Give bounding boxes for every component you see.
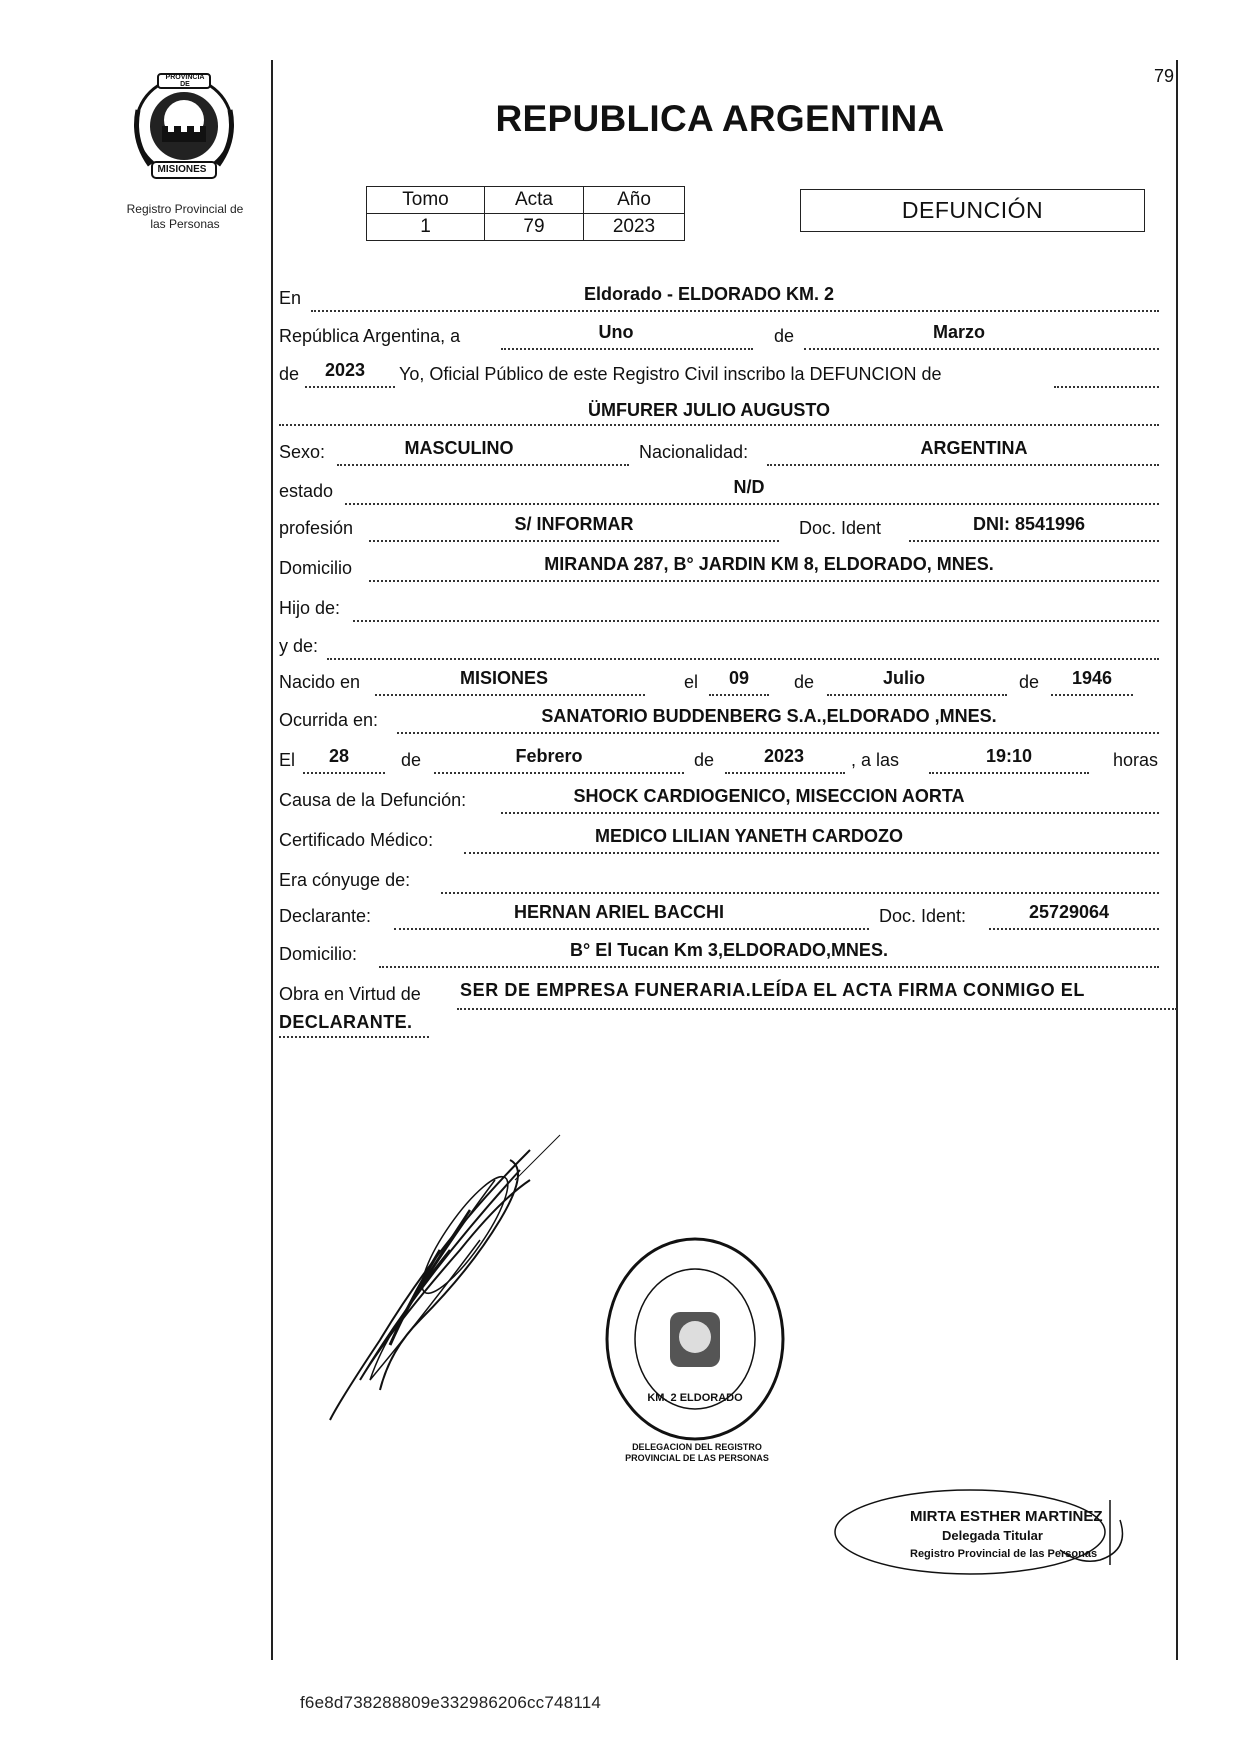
row-decl-domicilio [279,940,1159,970]
row-sexo [279,438,1159,468]
nac-anio-dots [1051,694,1133,696]
profesion-label: profesión [279,518,354,538]
acta-header: Acta [485,187,584,214]
profesion-value: S/ INFORMAR [514,514,634,534]
profesion-dots [369,540,779,542]
logo-text-bottom: MISIONES [157,164,207,175]
causa-value: SHOCK CARDIOGENICO, MISECCION AORTA [573,786,965,806]
causa-label: Causa de la Defunción: [279,790,467,810]
nac-dia-value: 09 [728,668,750,688]
year-value: 2023 [324,360,366,380]
row-nombre [279,398,1159,428]
declarante-value: HERNAN ARIEL BACCHI [513,902,724,922]
record-type-box: DEFUNCIÓN [800,189,1145,232]
domicilio-dots [369,580,1159,582]
obra-value-line2: DECLARANTE. [279,1012,413,1032]
domicilio-label: Domicilio [279,558,353,578]
page-number: 79 [1154,66,1175,86]
yde-label: y de: [279,636,319,656]
right-margin-line [1176,60,1178,1660]
def-de-label: de [401,750,422,770]
declarante-dots [394,928,869,930]
sexo-value: MASCULINO [404,438,514,458]
ocurrida-dots [397,732,1159,734]
certificado-value: MEDICO LILIAN YANETH CARDOZO [594,826,903,846]
oficial-text: Yo, Oficial Público de este Registro Civil inscribo la DEFUNCION de [399,364,942,384]
certificado-dots [464,852,1159,854]
nacido-dots [375,694,645,696]
decl-doc-value: 25729064 [1028,902,1110,922]
issuer-label [100,202,270,232]
delegate-name: MIRTA ESTHER MARTINEZ [910,1508,1103,1525]
conyuge-label: Era cónyuge de: [279,870,411,890]
conyuge-dots [441,892,1159,894]
left-margin-line [271,60,273,1660]
row-republica [279,322,1159,352]
delegate-role: Delegada Titular [942,1528,1043,1543]
doc-label: Doc. Ident [799,518,882,538]
republica-label: República Argentina, a [279,326,461,346]
row-estado [279,477,1159,507]
hora-dots [929,772,1089,774]
tomo-value: 1 [367,214,485,241]
stamp-inner-text: KM. 2 ELDORADO [647,1392,743,1404]
ocurrida-label: Ocurrida en: [279,710,379,730]
row-yde [279,632,1159,662]
anio-value: 2023 [584,214,685,241]
def-mes-value: Febrero [515,746,583,766]
yde-dots [327,658,1159,660]
row-obra [279,980,1179,1044]
row-certificado [279,826,1159,856]
record-table-value-row [367,214,685,241]
year-dots [305,386,395,388]
domicilio-value: MIRANDA 287, B° JARDIN KM 8, ELDORADO, MNES. [544,554,994,574]
hijo-dots [353,620,1159,622]
stamp-ring-text: DELEGACION DEL REGISTRO PROVINCIAL DE LAS PERSONAS [625,1442,769,1463]
en-value: Eldorado - ELDORADO KM. 2 [583,284,834,304]
obra-label: Obra en Virtud de [279,984,421,1004]
nacido-label: Nacido en [279,672,361,692]
mes-value: Marzo [932,322,985,342]
decl-dom-label: Domicilio: [279,944,358,964]
mes-dots [804,348,1159,350]
certificado-label: Certificado Médico: [279,830,434,850]
nac-de2-label: de [1019,672,1040,692]
row-en [279,284,1159,314]
decl-doc-label: Doc. Ident: [879,906,967,926]
def-anio-dots [725,772,845,774]
declarant-signature [300,1130,600,1430]
tomo-header: Tomo [367,187,485,214]
nac-de-label: de [794,672,815,692]
document-hash: f6e8d738288809e332986206cc748114 [300,1693,602,1712]
def-de2-label: de [694,750,715,770]
hora-value: 19:10 [985,746,1033,766]
issuer-line-2: las Personas [150,217,220,231]
record-table [366,186,685,241]
issuer-line-1: Registro Provincial de [126,202,244,216]
def-anio-value: 2023 [763,746,805,766]
dia-dots [501,348,753,350]
def-mes-dots [434,772,684,774]
doc-value: DNI: 8541996 [972,514,1086,534]
el-label: el [684,672,699,692]
row-declarante [279,902,1159,932]
decl-doc-dots [989,928,1159,930]
alas-label: , a las [851,750,900,770]
record-table-header-row [367,187,685,214]
row-ocurrida [279,706,1159,736]
en-label: En [279,288,302,308]
nac-anio-value: 1946 [1071,668,1113,688]
logo-text-top: PROVINCIA DE [165,74,205,88]
horas-label: horas [1113,750,1159,770]
nacionalidad-label: Nacionalidad: [639,442,749,462]
official-oval-stamp [600,1232,790,1447]
decl-dom-value: B° El Tucan Km 3,ELDORADO,MNES. [570,940,888,960]
estado-dots [345,503,1159,505]
decl-dom-dots [379,966,1159,968]
row-hijo [279,594,1159,624]
def-dia-dots [303,772,385,774]
en-dots [311,310,1159,312]
nombre-dots [279,424,1159,426]
obra-value: SER DE EMPRESA FUNERARIA.LEÍDA EL ACTA FIRMA CONMIGO EL [460,980,1086,1000]
sexo-label: Sexo: [279,442,326,462]
el2-label: El [279,750,296,770]
row-causa [279,786,1159,816]
row-conyuge [279,866,1159,896]
ocurrida-value: SANATORIO BUDDENBERG S.A.,ELDORADO ,MNES. [541,706,997,726]
def-dia-value: 28 [328,746,350,766]
de-year-label: de [279,364,300,384]
nacionalidad-dots [767,464,1159,466]
dia-value: Uno [598,322,634,342]
row-profesion [279,514,1159,544]
row-oficial [279,360,1159,390]
anio-header: Año [584,187,685,214]
document-title: REPUBLICA ARGENTINA [495,98,945,139]
doc-dots [909,540,1159,542]
delegate-office: Registro Provincial de las Personas [910,1548,1098,1560]
oficial-dots [1054,386,1159,388]
obra-dots [457,1008,1177,1010]
obra-dots-2 [279,1036,429,1038]
de-label: de [774,326,795,346]
sexo-dots [337,464,629,466]
nac-mes-value: Julio [882,668,925,688]
deceased-name: ÜMFURER JULIO AUGUSTO [587,400,830,420]
hijo-label: Hijo de: [279,598,341,618]
causa-dots [501,812,1159,814]
row-nacido [279,668,1159,698]
row-domicilio [279,554,1159,584]
estado-value: N/D [733,477,765,497]
acta-value: 79 [485,214,584,241]
delegate-stamp [830,1480,1160,1590]
nac-dia-dots [709,694,769,696]
nacionalidad-value: ARGENTINA [920,438,1028,458]
estado-label: estado [279,481,334,501]
nac-mes-dots [827,694,1007,696]
row-fecha-defuncion [279,746,1179,776]
declarante-label: Declarante: [279,906,372,926]
nacido-value: MISIONES [459,668,548,688]
